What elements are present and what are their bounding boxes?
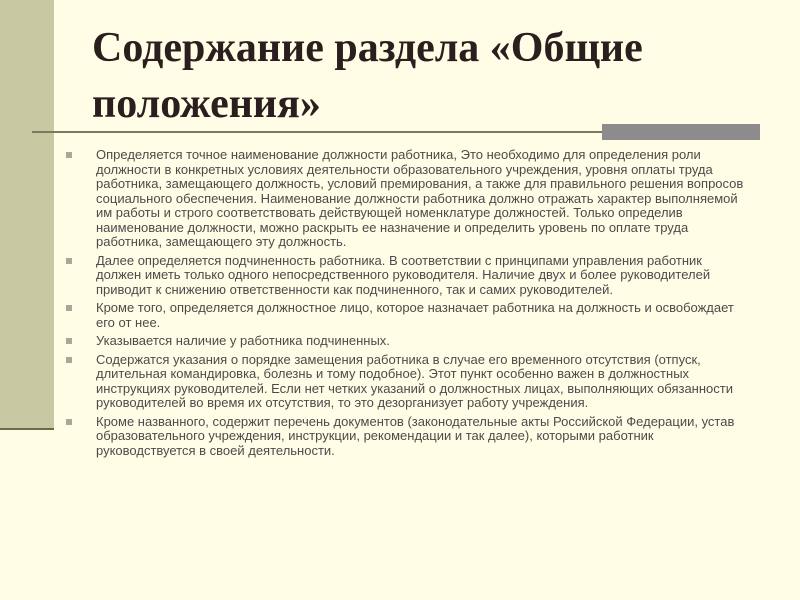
bullet-text: Указывается наличие у работника подчиненных. [96,333,390,348]
square-bullet-icon [66,258,72,264]
list-item [64,334,744,349]
bullet-text: Кроме названного, содержит перечень документов (законодательные акты Российской Федерации, устав образовательного учреждения, инструкции, рекомендации и так далее), которыми работник руководствуется в своей деятельности. [96,413,735,458]
title-underline-block [602,124,760,140]
square-bullet-icon [66,357,72,363]
square-bullet-icon [66,305,72,311]
list-item [64,301,744,330]
stripe-divider [0,428,54,430]
bullet-text: Определяется точное наименование должности работника, Это необходимо для определения роли должности в конкретных условиях деятельности образовательного учреждения, уровня оплаты труда работника, замещающего должность, условий премирования, а также для правильного решения вопросов социального обеспечения. Наименование должности работника должно отражать характер выполняемой им работы и строго соответствовать действующей номенклатуре должностей. Только определив наименование должности, можно раскрыть ее назначение и определить уровень по оплате труда работника, замещающего эту должность. [96,147,744,249]
bullet-text: Кроме того, определяется должностное лицо, которое назначает работника на должность и освобождает его от нее. [96,300,734,330]
square-bullet-icon [66,152,72,158]
title-underline [32,131,602,133]
square-bullet-icon [66,338,72,344]
bullet-text: Далее определяется подчиненность работника. В соответствии с принципами управления работник должен иметь только одного непосредственного руководителя. Наличие двух и более руководителей приводит к снижению ответственности как подчиненного, так и самих руководителей. [96,252,711,297]
list-item [64,254,744,298]
bullet-list [64,148,744,462]
list-item [64,353,744,411]
list-item [64,148,744,250]
list-item [64,415,744,459]
left-decorative-stripe [0,0,54,430]
square-bullet-icon [66,419,72,425]
bullet-text: Содержатся указания о порядке замещения работника в случае его временного отсутствия (отпуск, длительная командировка, болезнь и тому подобное). Этот пункт особенно важен в должностных инструкциях руководителей. Если нет четких указаний о должностных лицах, выполняющих обязанности руководителей во время их отсутствия, то это дезорганизует работу учреждения. [96,351,733,410]
slide-title: Содержание раздела «Общие положения» [92,25,643,127]
